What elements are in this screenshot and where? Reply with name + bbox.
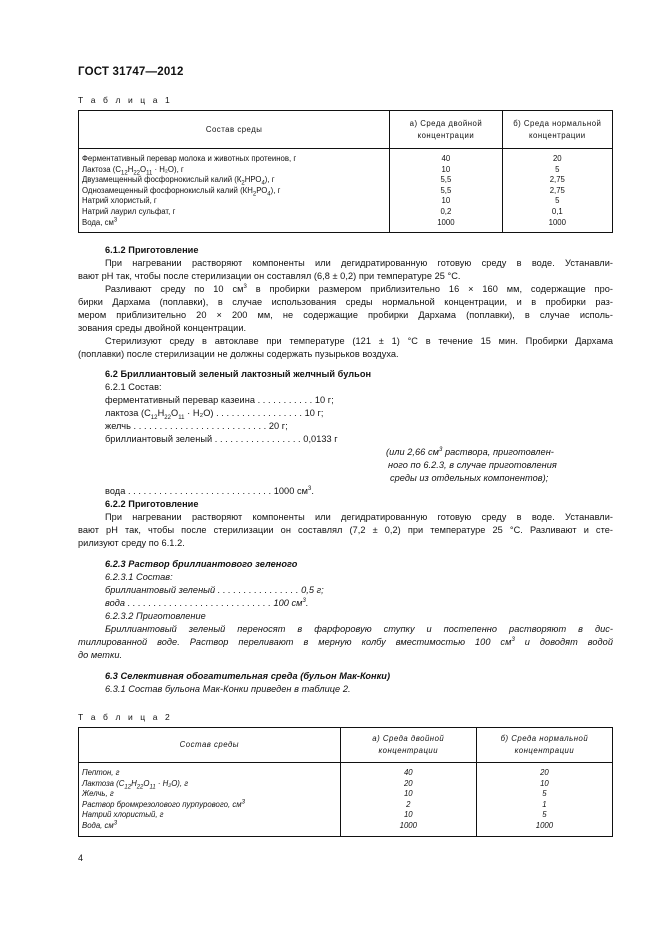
table-row: Желчь, г: [82, 789, 114, 799]
table2-names: [79, 763, 341, 837]
table-row: Ферментативный перевар молока и животных протеинов, г: [82, 154, 297, 163]
table1-header-double: а) Среда двойной концентрации: [390, 111, 502, 149]
list-item: лактоза $(С_{12}Н_{22}О_{11} \cdot Н_2О)$ . . . . . . . . . . . . . . . . . 10 г;: [105, 408, 324, 421]
list-item: вода . . . . . . . . . . . . . . . . . . . . . . . . . . . . 1000 $см^3$.: [105, 485, 314, 496]
table-row: Натрий хлористый, г: [82, 810, 164, 820]
page-number: 4: [78, 853, 84, 863]
table2-col-double: 40 20 10 2 10 1000: [340, 763, 476, 837]
table1-col-double: 40 10 5,5 5,5 10 0,2 1000: [390, 149, 502, 233]
section-heading: 6.3 Селективная обогатительная среда (бульон Мак-Конки): [105, 671, 391, 681]
table1-header-composition: Состав среды: [79, 111, 390, 149]
section-6-3: 6.3 Селективная обогатительная среда (бульон Мак-Конки) 6.3.1 Состав бульона Мак-Конки приведен в таблице 2.: [78, 670, 613, 696]
table-row: Лактоза $(С_{12}Н_{22}О_{11} \cdot Н_2О)$, г: [82, 778, 189, 791]
table1-caption: Т а б л и ц а 1: [78, 95, 173, 105]
section-6-2-3: 6.2.3 Раствор бриллиантового зеленого 6.2.3.1 Состав: бриллиантовый зеленый . . . . . . . . . . . . . . . . 0,5 г; вода . . . . . . . . . . . . . . . . . . . . . . . . . . . . 100 $см^3$. 6.2.3.2 Приготовление Бриллиантовый зеленый переносят в фарфоровую ступку и постепенно растворяют в дис- тиллированной воде. Раствор переливают в мерную колбу вместимостью 100 $см^3$ и доводят водой до метки.: [78, 559, 613, 660]
list-item: ферментативный перевар казеина . . . . . . . . . . . 10 г;: [105, 395, 334, 405]
table-row: Натрий хлористый, г: [82, 196, 157, 206]
list-item: бриллиантовый зеленый . . . . . . . . . . . . . . . . . 0,0133 г: [105, 434, 338, 444]
table-row: Пептон, г: [82, 768, 120, 777]
list-item: бриллиантовый зеленый . . . . . . . . . . . . . . . . 0,5 г;: [105, 585, 324, 595]
table-row: Лактоза $(С_{12}Н_{22}О_{11} \cdot Н_2О)$, г: [82, 164, 184, 177]
table2: [78, 727, 613, 837]
section-heading: 6.2 Бриллиантовый зеленый лактозный желчный бульон: [105, 369, 372, 379]
list-item: вода . . . . . . . . . . . . . . . . . . . . . . . . . . . . 100 $см^3$.: [105, 597, 309, 608]
table-row: Натрий лаурил сульфат, г: [82, 206, 176, 216]
list-item: желчь . . . . . . . . . . . . . . . . . . . . . . . . . . 20 г;: [105, 421, 288, 431]
table-row: Двузамещенный фосфорнокислый калий $(К_2НРО_4)$, г: [82, 175, 275, 187]
section-heading: 6.2.3 Раствор бриллиантового зеленого: [105, 559, 298, 569]
section-6-1-2: 6.1.2 Приготовление При нагревании растворяют компоненты или дегидратированную готовую среду в воде. Устанавли- вают рН так, чтобы после стерилизации он составлял (6,8 ± 0,2) при температуре 25 °С. Разливают среду по 10 $см^3$ в пробирки размером приблизительно 16 × 160 мм, содержащие про- бирки Дархама (поплавки), в случае использования среды нормальной концентрации, и в пробирки раз- мером приблизительно 20 × 200 мм, не содержащие пробирки Дархама (поплавки), в случае исполь- зования среды двойной концентрации. Стерилизуют среду в автоклаве при температуре (121 ± 1) °С в течение 15 мин. Пробирки Дархама (поплавки) после стерилизации не должны содержать пузырьков воздуха.: [78, 245, 613, 359]
table1-col-normal: 20 5 2,75 2,75 5 0,1 1000: [502, 149, 612, 233]
section-6-2: 6.2 Бриллиантовый зеленый лактозный желчный бульон 6.2.1 Состав: ферментативный перевар казеина . . . . . . . . . . . 10 г; лактоза $(С_{12}Н_{22}О_{11} \cdot Н_2О)$ . . . . . . . . . . . . . . . . . 10 г; желчь . . . . . . . . . . . . . . . . . . . . . . . . . . 20 г; бриллиантовый зеленый . . . . . . . . . . . . . . . . . 0,0133 г (или 2,66 $см^3$ раствора, приготовлен- ного по 6.2.3, в случае приготовления среды из отдельных компонентов); вода . . . . . . . . . . . . . . . . . . . . . . . . . . . . 1000 $см^3$. 6.2.2 Приготовление При нагревании растворяют компоненты или дегидратированную готовую среду в воде. Устанавли- вают рН так, чтобы после стерилизации он составлял (7,2 ± 0,2) при температуре 25 °С. Разливают и сте- рилизуют среду по 6.1.2.: [78, 369, 613, 548]
table1-header-normal: б) Среда нормальной концентрации: [502, 111, 612, 149]
table-row: Раствор бромкрезолового пурпурового, $см^3$: [82, 799, 245, 809]
table1: [78, 110, 613, 233]
table2-caption: Т а б л и ц а 2: [78, 712, 173, 722]
table2-header-normal: б) Среда нормальной концентрации: [476, 728, 612, 763]
table-row: Вода, $см^3$: [82, 216, 118, 227]
document-header: ГОСТ 31747—2012: [78, 66, 184, 78]
table2-header-double: а) Среда двойной концентрации: [340, 728, 476, 763]
table2-col-normal: 20 10 5 1 5 1000: [476, 763, 612, 837]
table-row: Вода, $см^3$: [82, 820, 118, 830]
section-heading: 6.1.2 Приготовление: [105, 245, 199, 255]
table1-names: [79, 149, 390, 233]
table-row: Однозамещенный фосфорнокислый калий $(КН_2РО_4)$, г: [82, 185, 281, 198]
table2-header-composition: Состав среды: [79, 728, 341, 763]
